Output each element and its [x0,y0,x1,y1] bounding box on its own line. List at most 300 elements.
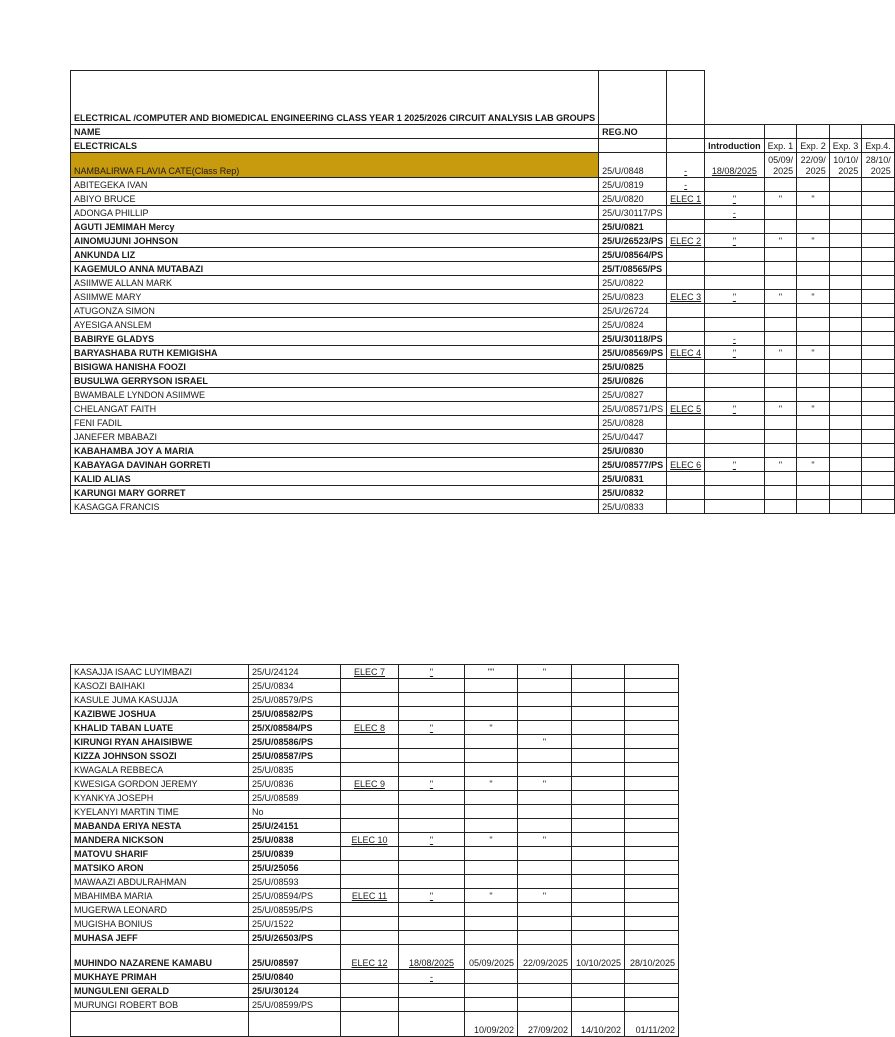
student-name [71,1012,249,1037]
group-label [341,903,399,917]
exp4-cell [625,833,679,847]
exp1-cell [465,998,518,1012]
exp1-column-header: Exp. 1 [764,139,797,153]
student-name: KABAHAMBA JOY A MARIA [71,444,599,458]
table-row [71,903,679,917]
exp3-cell [829,248,862,262]
reg-number: 25/U/0848 [599,153,667,178]
student-name: KASOZI BAIHAKI [71,679,249,693]
exp1-cell [465,847,518,861]
exp2-cell [518,984,572,998]
table-row [71,486,895,500]
exp2-cell [797,206,830,220]
intro-cell [705,262,765,276]
table-row [71,290,895,304]
table-row [71,388,895,402]
exp3-cell [829,290,862,304]
exp2-cell [518,931,572,945]
reg-number: 25/U/08569/PS [599,346,667,360]
exp3-cell [829,304,862,318]
reg-number: 25/T/08565/PS [599,262,667,276]
exp1-cell [764,248,797,262]
exp1-cell [764,318,797,332]
table-row [71,735,679,749]
group-label [341,917,399,931]
group-label [341,847,399,861]
exp2-cell [518,805,572,819]
exp2-cell [797,416,830,430]
intro-cell [705,304,765,318]
reg-number: 25/U/0826 [599,374,667,388]
exp4-column-header: Exp.4. [862,139,895,153]
exp1-cell [764,304,797,318]
table-row [71,346,895,360]
exp3-column-header: Exp. 3 [829,139,862,153]
exp3-cell [572,777,625,791]
exp1-cell [465,984,518,998]
group-label: ELEC 4 [667,346,705,360]
reg-number: 25/U/25056 [249,861,341,875]
group-label: ELEC 5 [667,402,705,416]
student-name: KALID ALIAS [71,472,599,486]
table-row [71,665,679,679]
group-label [341,998,399,1012]
exp3-cell [572,984,625,998]
student-name: MURUNGI ROBERT BOB [71,998,249,1012]
exp2-cell: " [797,290,830,304]
exp4-cell [862,416,895,430]
table-row [71,679,679,693]
exp1-cell: " [465,889,518,903]
exp1-cell: " [764,402,797,416]
regno-column-header: REG.NO [599,125,667,139]
table-row [71,206,895,220]
exp2-cell: 22/09/2025 [797,153,830,178]
exp3-cell [572,917,625,931]
exp1-cell [764,178,797,192]
sheet-title: ELECTRICAL /COMPUTER AND BIOMEDICAL ENGINEERING CLASS YEAR 1 2025/2026 CIRCUIT ANALYSIS LAB GROUPS [71,71,599,125]
student-name: KHALID TABAN LUATE [71,721,249,735]
reg-number: 25/X/08584/PS [249,721,341,735]
exp3-cell [829,346,862,360]
student-name: MUGISHA BONIUS [71,917,249,931]
student-name: KABAYAGA DAVINAH GORRETI [71,458,599,472]
table-row [71,707,679,721]
exp4-cell [625,861,679,875]
group-label [667,360,705,374]
group-label [341,749,399,763]
reg-number: 25/U/08571/PS [599,402,667,416]
exp2-cell: " [797,458,830,472]
group-label [341,763,399,777]
intro-column-header: Introduction [705,139,765,153]
exp2-cell [518,749,572,763]
reg-number: 25/U/0822 [599,276,667,290]
exp4-cell [625,735,679,749]
exp1-cell [465,693,518,707]
exp1-cell [465,875,518,889]
exp3-cell [829,192,862,206]
exp1-cell [764,416,797,430]
intro-cell: " [399,777,465,791]
exp3-cell [829,276,862,290]
intro-cell [399,791,465,805]
table-row [71,234,895,248]
exp2-cell [797,430,830,444]
group-label: ELEC 10 [341,833,399,847]
exp2-cell: 27/09/202 [518,1012,572,1037]
table-row [71,153,895,178]
group-label [667,416,705,430]
exp3-cell [829,262,862,276]
group-label [667,304,705,318]
exp2-cell: " [518,735,572,749]
exp1-cell: " [764,234,797,248]
exp2-cell [797,304,830,318]
table-row [71,917,679,931]
group-label [341,875,399,889]
student-name: AINOMUJUNI JOHNSON [71,234,599,248]
reg-number: 25/U/0832 [599,486,667,500]
reg-number: 25/U/26523/PS [599,234,667,248]
student-name: MUNGULENI GERALD [71,984,249,998]
exp1-cell [465,763,518,777]
table-row [71,998,679,1012]
intro-cell [399,917,465,931]
exp4-cell [862,220,895,234]
group-label [341,693,399,707]
intro-cell: " [705,234,765,248]
table-row [71,763,679,777]
student-name: MUHASA JEFF [71,931,249,945]
intro-cell [399,763,465,777]
table-row [71,889,679,903]
exp1-cell [465,970,518,984]
student-name: AGUTI JEMIMAH Mercy [71,220,599,234]
exp4-cell [625,791,679,805]
reg-number: 25/U/0830 [599,444,667,458]
exp3-cell [572,970,625,984]
student-name: MAWAAZI ABDULRAHMAN [71,875,249,889]
group-label [341,931,399,945]
student-name: KIRUNGI RYAN AHAISIBWE [71,735,249,749]
table-row [71,402,895,416]
exp4-cell [862,290,895,304]
student-name: ABITEGEKA IVAN [71,178,599,192]
exp3-cell [572,749,625,763]
student-name: ANKUNDA LIZ [71,248,599,262]
exp4-cell [862,458,895,472]
group-label [667,220,705,234]
student-name: BISIGWA HANISHA FOOZI [71,360,599,374]
exp4-cell: 28/10/2025 [625,945,679,970]
reg-number: 25/U/0820 [599,192,667,206]
student-name: MBAHIMBA MARIA [71,889,249,903]
table-row [71,178,895,192]
intro-cell [705,360,765,374]
student-name: MATOVU SHARIF [71,847,249,861]
reg-number: 25/U/26724 [599,304,667,318]
student-name: KWESIGA GORDON JEREMY [71,777,249,791]
exp4-cell [625,917,679,931]
exp2-cell [518,970,572,984]
group-label [667,318,705,332]
exp3-cell [829,318,862,332]
exp2-cell [518,693,572,707]
student-name: KYANKYA JOSEPH [71,791,249,805]
exp3-cell [829,500,862,514]
intro-cell [705,374,765,388]
intro-cell [399,735,465,749]
intro-cell: 18/08/2025 [399,945,465,970]
table-row [71,444,895,458]
student-name: ASIIMWE MARY [71,290,599,304]
exp1-cell [764,332,797,346]
table-row [71,374,895,388]
intro-cell [705,430,765,444]
group-label: ELEC 3 [667,290,705,304]
exp3-cell [829,206,862,220]
group-label [667,388,705,402]
student-name: KYELANYI MARTIN TIME [71,805,249,819]
exp2-cell [797,444,830,458]
exp2-cell [518,861,572,875]
exp1-cell [465,805,518,819]
table-row [71,220,895,234]
exp3-cell [829,430,862,444]
table-row [71,721,679,735]
exp1-cell: " [465,777,518,791]
exp2-cell [518,819,572,833]
group-label: ELEC 9 [341,777,399,791]
intro-cell [399,1012,465,1037]
intro-cell: " [705,192,765,206]
student-name: BWAMBALE LYNDON ASIIMWE [71,388,599,402]
exp4-cell [625,847,679,861]
exp4-cell [862,206,895,220]
exp3-cell [572,861,625,875]
intro-cell: " [705,458,765,472]
exp4-cell [625,970,679,984]
exp2-cell: " [518,889,572,903]
exp3-cell [829,388,862,402]
table-row [71,875,679,889]
exp1-cell [465,679,518,693]
table-row [71,693,679,707]
exp4-cell [625,679,679,693]
exp3-cell [572,763,625,777]
exp4-cell [625,707,679,721]
intro-cell [399,707,465,721]
reg-number: 25/U/08586/PS [249,735,341,749]
student-name: NAMBALIRWA FLAVIA CATE(Class Rep) [71,153,599,178]
exp2-cell [518,847,572,861]
exp4-cell [862,430,895,444]
group-label [341,735,399,749]
exp4-cell [862,234,895,248]
student-name: KAZIBWE JOSHUA [71,707,249,721]
table-row [71,984,679,998]
exp1-cell [764,360,797,374]
exp1-cell: " [465,721,518,735]
exp3-cell [572,903,625,917]
reg-number: 25/U/08577/PS [599,458,667,472]
exp2-cell: " [518,777,572,791]
table-row [71,192,895,206]
exp3-cell [572,805,625,819]
reg-number: 25/U/0825 [599,360,667,374]
group-label [341,861,399,875]
exp2-cell [797,332,830,346]
exp3-cell [829,486,862,500]
intro-cell [399,805,465,819]
student-name: CHELANGAT FAITH [71,402,599,416]
group-label [667,472,705,486]
exp3-cell [829,402,862,416]
exp3-cell [829,374,862,388]
exp1-cell: 05/09/2025 [764,153,797,178]
exp1-cell [764,500,797,514]
exp1-cell: " [764,346,797,360]
exp4-cell [625,777,679,791]
group-label: - [667,153,705,178]
reg-number: 25/U/08593 [249,875,341,889]
exp3-cell [829,416,862,430]
intro-cell [399,749,465,763]
table-row [71,791,679,805]
group-label [667,248,705,262]
intro-cell [399,875,465,889]
reg-number: 25/U/0447 [599,430,667,444]
table-row [71,777,679,791]
reg-number: 25/U/0821 [599,220,667,234]
exp2-cell: 22/09/2025 [518,945,572,970]
student-name: ABIYO BRUCE [71,192,599,206]
exp3-cell [572,693,625,707]
reg-number: 25/U/0827 [599,388,667,402]
intro-cell [705,178,765,192]
intro-cell [399,679,465,693]
table-row [71,970,679,984]
student-name: ADONGA PHILLIP [71,206,599,220]
group-label [341,707,399,721]
group-label [341,791,399,805]
exp2-cell [797,262,830,276]
group-label: ELEC 12 [341,945,399,970]
student-name: MUHINDO NAZARENE KAMABU [71,945,249,970]
group-label [341,984,399,998]
exp3-cell [572,833,625,847]
student-name: BARYASHABA RUTH KEMIGISHA [71,346,599,360]
reg-number: 25/U/1522 [249,917,341,931]
intro-cell [399,903,465,917]
table-row [71,819,679,833]
section-label: ELECTRICALS [71,139,599,153]
exp4-cell [862,332,895,346]
exp1-cell: 05/09/2025 [465,945,518,970]
exp2-cell [797,500,830,514]
intro-cell [399,998,465,1012]
reg-number: 25/U/08595/PS [249,903,341,917]
exp1-cell [764,262,797,276]
intro-cell: " [399,889,465,903]
exp1-cell: " [764,192,797,206]
group-label [667,486,705,500]
intro-cell [705,500,765,514]
exp1-cell [465,917,518,931]
exp2-cell [797,276,830,290]
exp1-cell [764,374,797,388]
intro-cell: " [705,290,765,304]
exp3-cell: 10/10/2025 [572,945,625,970]
name-column-header: NAME [71,125,599,139]
reg-number: 25/U/08587/PS [249,749,341,763]
table-row [71,416,895,430]
exp2-cell [797,318,830,332]
exp1-cell [764,220,797,234]
student-name: KWAGALA REBBECA [71,763,249,777]
student-name: MATSIKO ARON [71,861,249,875]
exp2-cell: " [797,402,830,416]
exp4-cell [862,248,895,262]
student-name: KARUNGI MARY GORRET [71,486,599,500]
reg-number: 25/U/30124 [249,984,341,998]
table-row [71,847,679,861]
reg-number: 25/U/0828 [599,416,667,430]
exp1-cell [764,388,797,402]
exp3-cell [829,178,862,192]
reg-number: 25/U/0819 [599,178,667,192]
exp4-cell [862,472,895,486]
group-label: ELEC 6 [667,458,705,472]
student-name: ATUGONZA SIMON [71,304,599,318]
exp3-cell [829,472,862,486]
student-name: MUGERWA LEONARD [71,903,249,917]
table-row [71,861,679,875]
table-row [71,931,679,945]
table-row [71,430,895,444]
exp3-cell [572,707,625,721]
reg-number: 25/U/0838 [249,833,341,847]
exp4-cell [862,304,895,318]
exp4-cell [862,500,895,514]
group-label [667,430,705,444]
exp2-cell [518,679,572,693]
exp3-cell: 10/10/2025 [829,153,862,178]
reg-number: 25/U/0836 [249,777,341,791]
group-label: - [667,178,705,192]
intro-cell [705,388,765,402]
reg-number: 25/U/0834 [249,679,341,693]
exp1-cell [465,791,518,805]
exp4-cell [625,998,679,1012]
table-row [71,1012,679,1037]
exp3-cell [572,819,625,833]
exp3-cell [572,791,625,805]
exp2-cell [518,903,572,917]
exp3-cell [572,998,625,1012]
student-name: KASULE JUMA KASUJJA [71,693,249,707]
intro-cell [399,984,465,998]
table-row [71,276,895,290]
table-row [71,749,679,763]
exp1-cell [465,903,518,917]
exp4-cell [625,984,679,998]
exp1-cell [465,707,518,721]
student-name: KASAGGA FRANCIS [71,500,599,514]
intro-cell [705,416,765,430]
exp2-cell: " [518,665,572,679]
